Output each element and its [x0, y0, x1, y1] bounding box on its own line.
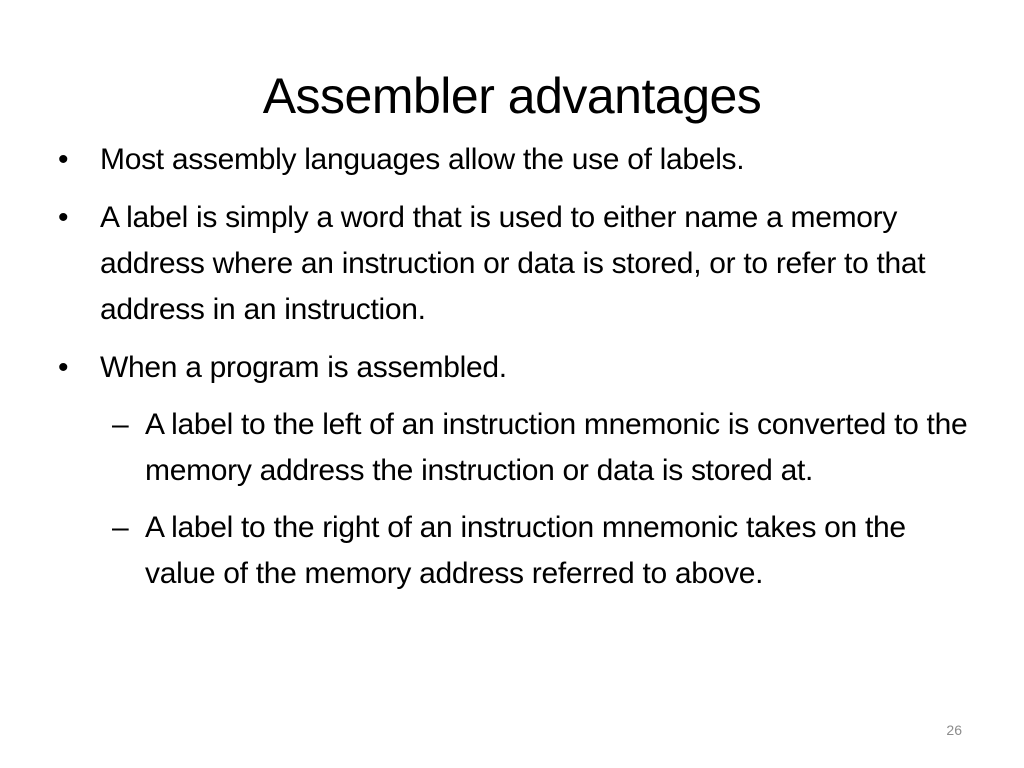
sub-bullet-text: A label to the right of an instruction mnemonic takes on the value of the memory address referred to above.: [145, 511, 906, 590]
dash-marker: –: [112, 511, 129, 544]
bullet-text: A label is simply a word that is used to either name a memory address where an instruction or data is stored, or to refer to that address in an instruction.: [100, 201, 926, 326]
sub-bullet-text: A label to the left of an instruction mnemonic is converted to the memory address the instruction or data is stored at.: [145, 408, 968, 487]
bullet-text: When a program is assembled.: [100, 351, 507, 384]
bullet-marker: •: [58, 143, 69, 176]
sub-bullet-item: [55, 402, 975, 494]
slide-title: Assembler advantages: [262, 68, 762, 124]
slide-number: 26: [946, 722, 962, 738]
bullet-item: [55, 195, 975, 333]
sub-bullet-item: [55, 505, 975, 597]
bullet-marker: •: [58, 351, 69, 384]
dash-marker: –: [112, 408, 129, 441]
bullet-text: Most assembly languages allow the use of labels.: [100, 143, 745, 176]
bullet-item: [55, 137, 975, 183]
bullet-item: [55, 345, 975, 391]
slide-body: [55, 137, 975, 597]
bullet-marker: •: [58, 201, 69, 234]
